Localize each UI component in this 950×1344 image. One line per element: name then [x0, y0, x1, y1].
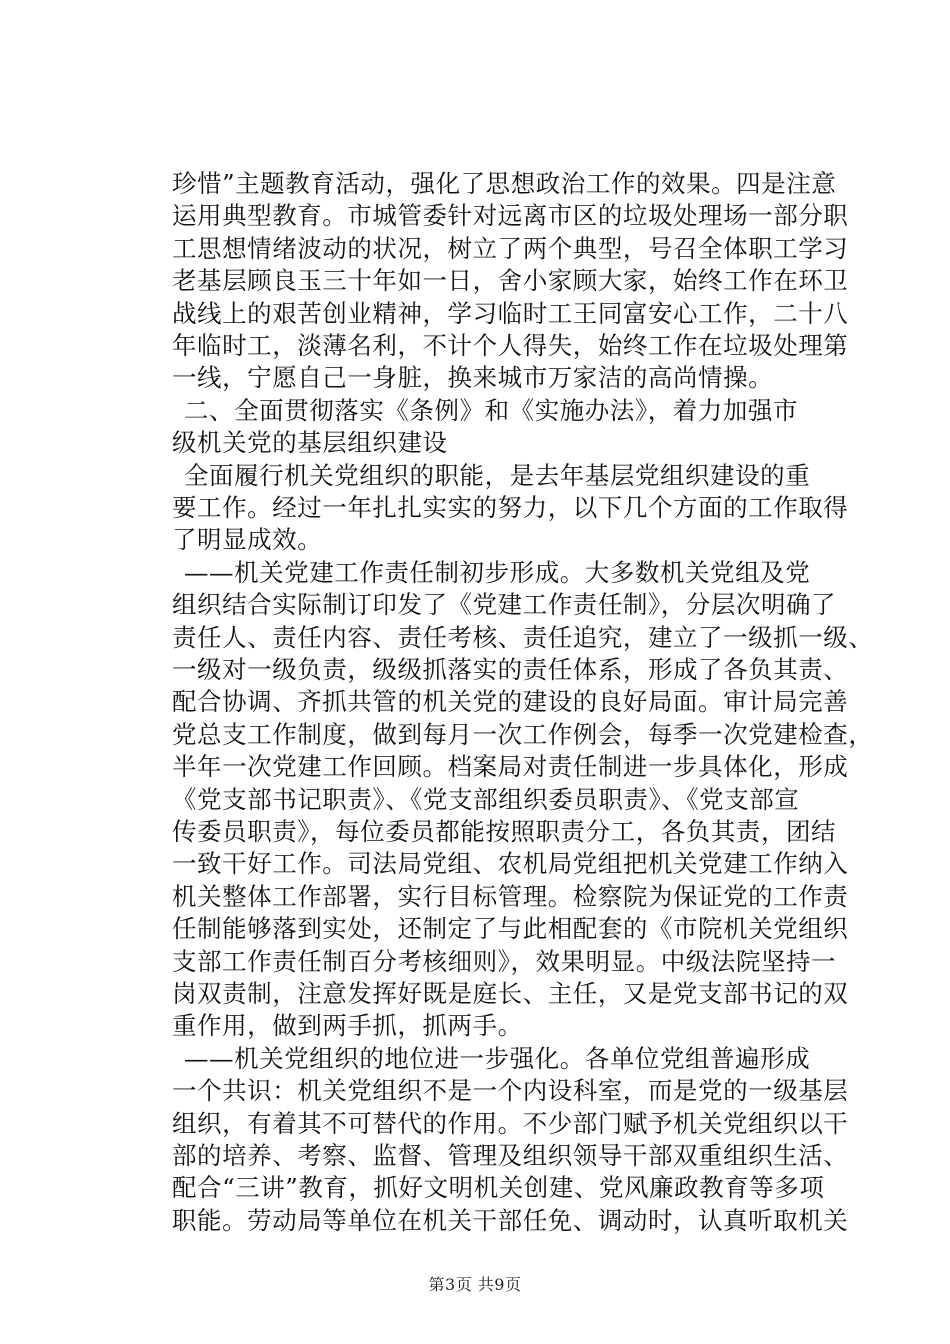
- text-line: 责任人、责任内容、责任考核、责任追究，建立了一级抓一级、: [172, 622, 874, 652]
- text-line: 一个共识：机关党组织不是一个内设科室，而是党的一级基层: [172, 1076, 849, 1106]
- text-line: 年临时工，淡薄名利，不计个人得失，始终工作在垃圾处理第: [172, 331, 849, 360]
- text-line: 职能。劳动局等单位在机关干部任免、调动时，认真听取机关: [172, 1205, 849, 1235]
- text-line: 《党支部书记职责》、《党支部组织委员职责》、《党支部宣: [172, 784, 800, 814]
- text-line: 任制能够落到实处，还制定了与此相配套的《市院机关党组织: [172, 914, 849, 944]
- text-line: 党总支工作制度，做到每月一次工作例会，每季一次党建检查，: [172, 719, 874, 749]
- text-line: 一线，宁愿自己一身脏，换来城市万家洁的高尚情操。: [172, 363, 774, 393]
- text-line: 配合协调、齐抓共管的机关党的建设的良好局面。审计局完善: [172, 687, 849, 717]
- text-line: 重作用，做到两手抓，抓两手。: [172, 1011, 523, 1041]
- text-line: 传委员职责》，每位委员都能按照职责分工，各负其责，团结: [172, 817, 837, 846]
- page-number-footer: 第3页 共9页: [428, 1275, 522, 1294]
- text-line: 运用典型教育。市城管委针对远离市区的垃圾处理场一部分职: [172, 201, 849, 231]
- text-line: 支部工作责任制百分考核细则》，效果明显。中级法院坚持一: [172, 946, 837, 976]
- section-heading: 级机关党的基层组织建设: [172, 428, 448, 458]
- text-line: 工思想情绪波动的状况，树立了两个典型，号召全体职工学习: [172, 233, 849, 263]
- text-line: 组织结合实际制订印发了《党建工作责任制》，分层次明确了: [172, 590, 837, 620]
- text-line: 了明显成效。: [172, 525, 323, 555]
- text-line: 珍惜”主题教育活动，强化了思想政治工作的效果。四是注意: [172, 169, 837, 198]
- section-heading: 二、全面贯彻落实《条例》和《实施办法》，着力加强市: [184, 395, 798, 425]
- paragraph-start: ——机关党组织的地位进一步强化。各单位党组普遍形成: [184, 1043, 811, 1073]
- text-line: 老基层顾良玉三十年如一日，舍小家顾大家，始终工作在环卫: [172, 266, 849, 296]
- text-line: 组织，有着其不可替代的作用。不少部门赋予机关党组织以干: [172, 1108, 849, 1138]
- text-line: 一致干好工作。司法局党组、农机局党组把机关党建工作纳入: [172, 849, 849, 879]
- text-line: 部的培养、考察、监督、管理及组织领导干部双重组织生活、: [172, 1141, 849, 1170]
- text-line: 机关整体工作部署，实行目标管理。检察院为保证党的工作责: [172, 881, 849, 911]
- text-line: 岗双责制，注意发挥好既是庭长、主任，又是党支部书记的双: [172, 979, 849, 1008]
- text-line: 配合“三讲”教育，抓好文明机关创建、党风廉政教育等多项: [172, 1173, 825, 1203]
- text-line: 半年一次党建工作回顾。档案局对责任制进一步具体化，形成: [172, 752, 849, 782]
- text-line: 一级对一级负责，级级抓落实的责任体系，形成了各负其责、: [172, 655, 849, 684]
- text-line: 要工作。经过一年扎扎实实的努力，以下几个方面的工作取得: [172, 493, 849, 522]
- text-line: 战线上的艰苦创业精神，学习临时工王同富安心工作，二十八: [172, 298, 849, 328]
- paragraph-start: ——机关党建工作责任制初步形成。大多数机关党组及党: [184, 557, 811, 587]
- paragraph-start: 全面履行机关党组织的职能，是去年基层党组织建设的重: [184, 460, 811, 490]
